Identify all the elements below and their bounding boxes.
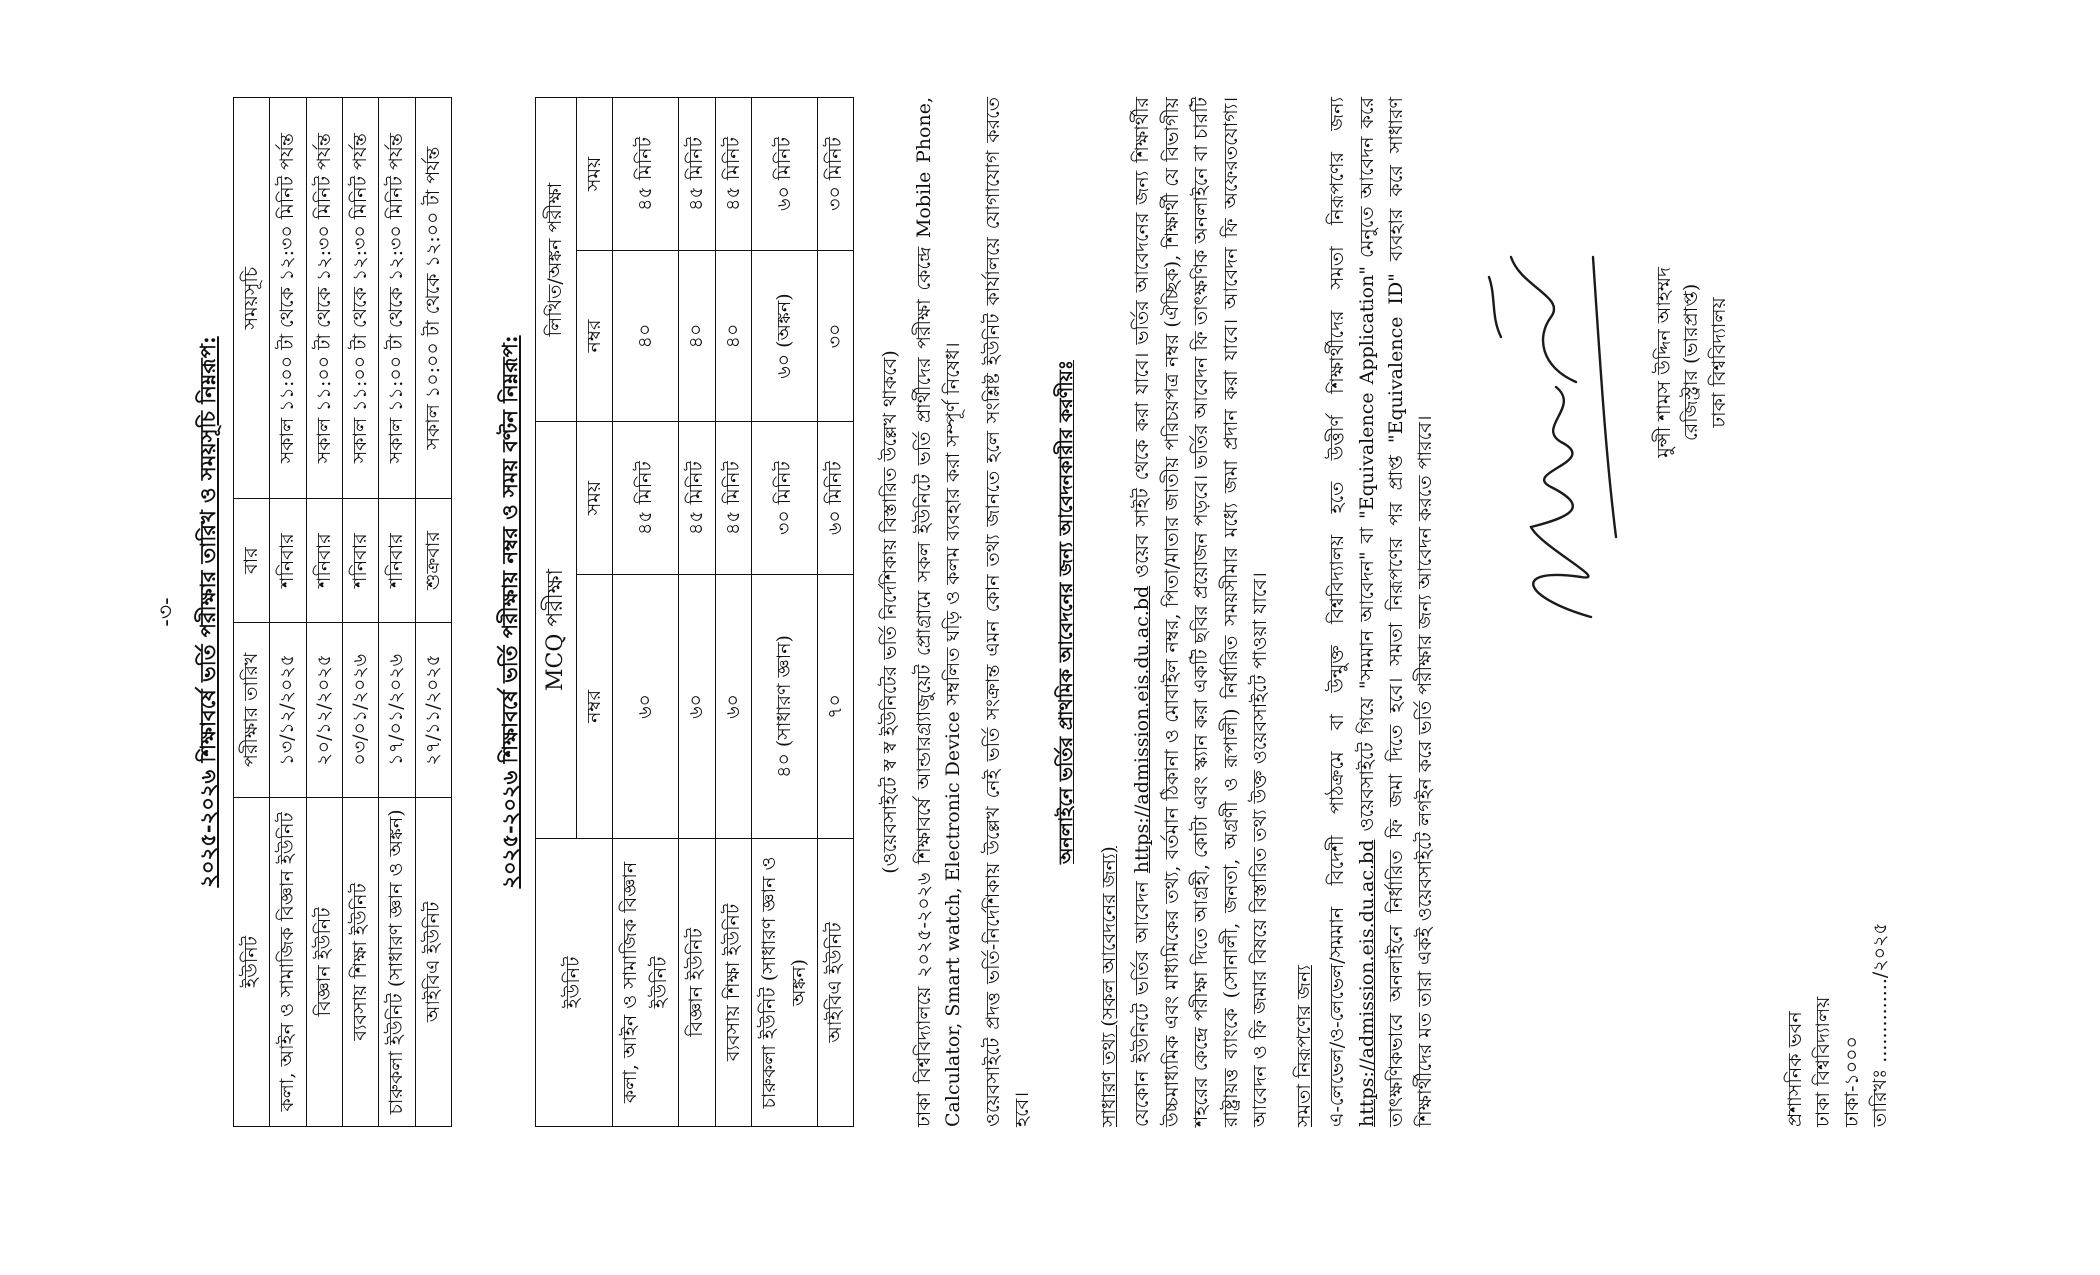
table-cell: সকাল ১১:০০ টা থেকে ১২:৩০ মিনিট পর্যন্ত (379, 98, 415, 499)
table-cell: ৪৫ মিনিট (613, 98, 679, 251)
signer-org: ঢাকা বিশ্ববিদ্যালয় (1707, 297, 1730, 428)
table-cell: ৪৫ মিনিট (613, 422, 679, 575)
signature-block (1481, 97, 1921, 1127)
table-cell: সকাল ১১:০০ টা থেকে ১২:৩০ মিনিট পর্যন্ত (306, 98, 342, 499)
table-header-row (233, 98, 269, 1127)
table-cell: ২০/১২/২০২৫ (306, 622, 342, 797)
general-text-rest: ওয়েব সাইট থেকে করা যাবে। ভর্তির আবেদনের জন্য শিক্ষার্থীর উচ্চমাধ্যমিক এবং মাধ্যমিকের তথ্য, বর্তমান ঠিকানা ও মোবাইল নম্বর, পিতা/মাতার জাতীয় পরিচয়পত্র নম্বর (ঐচ্ছিক), শিক্ষার্থী যে বিভাগীয় শহরের কেন্দ্রে পরীক্ষা দিতে আগ্রহী, কোটা এবং স্ক্যান করা একটি ছবির প্রয়োজন পড়বে। ভর্তির আবেদন ফি তাৎক্ষণিক অনলাইনে বা চারটি রাষ্ট্রায়ত্ত ব্যাংকে (সোনালী, জনতা, অগ্রণী ও রূপালী) নির্ধারিত সময়সীমার মধ্যে জমা প্রদান করা যাবে। আবেদন ফি অফেরতযোগ্য। আবেদন ও ফি জমার বিষয়ে বিস্তারিত তথ্য উক্ত ওয়েবসাইটে পাওয়া যাবে। (1131, 97, 1272, 1127)
general-info-paragraph (1128, 97, 1275, 1127)
table-row (679, 98, 715, 1127)
table-header-row (535, 98, 576, 1127)
table-row (342, 98, 378, 1127)
general-text-start: যেকোন ইউনিটে ভর্তির আবেদন (1131, 881, 1154, 1127)
table-cell: আইবিএ ইউনিট (817, 838, 853, 1126)
header-cell: MCQ পরীক্ষা (535, 422, 576, 839)
marks-table (535, 97, 855, 1127)
header-cell: সময়সূচি (233, 98, 269, 499)
equivalence-heading: সমতা নিরূপণের জন্য (1292, 965, 1315, 1127)
table-cell: ১৩/১২/২০২৫ (270, 622, 306, 797)
table-cell: ৬০ (715, 574, 751, 838)
schedule-table (233, 97, 453, 1127)
table-cell: ব্যবসায় শিক্ষা ইউনিট (715, 838, 751, 1126)
table-cell: ৪৫ মিনিট (679, 422, 715, 575)
signer-info (1651, 267, 1734, 458)
table-cell: শনিবার (270, 499, 306, 622)
office-line: প্রশাসনিক ভবন (1783, 1011, 1806, 1127)
table-cell: ৬০ মিনিট (817, 422, 853, 575)
table-cell: শনিবার (306, 499, 342, 622)
table-cell: আইবিএ ইউনিট (415, 797, 451, 1126)
table-cell: ৭০ (817, 574, 853, 838)
signer-name: মুন্সী শামস উদ্দিন আহম্মদ (1652, 267, 1675, 458)
header-cell: ইউনিট (233, 797, 269, 1126)
document-page (20, 7, 2080, 1267)
general-info-heading: সাধারণ তথ্য (সকল আবেদনের জন্য) (1098, 846, 1121, 1127)
equivalence-text-rest: ওয়েবসাইটে গিয়ে "সমমান আবেদন" বা "Equivalence Application" মেনুতে আবেদন করে তাৎক্ষণিকভাবে অনলাইনে নির্ধারিত ফি জমা দিতে হবে। সমতা নিরূপণের পর প্রাপ্ত "Equivalence ID" ব্যবহার করে সাধারণ শিক্ষার্থীদের মত তারা একই ওয়েবসাইটে লগইন করে ভর্তি পরীক্ষার জন্য আবেদন করতে পারবে। (1355, 97, 1437, 1127)
header-cell: লিখিত/অঙ্কন পরীক্ষা (535, 98, 576, 422)
table-cell: ৪০ (679, 250, 715, 421)
table-cell: ৪৫ মিনিট (679, 98, 715, 251)
marks-title: ২০২৫-২০২৬ শিক্ষাবর্ষে ভর্তি পরীক্ষায় নম্বর ও সময় বণ্টন নিম্নরূপ: (497, 335, 523, 889)
table-cell: ৬০ (679, 574, 715, 838)
table-cell: শুক্রবার (415, 499, 451, 622)
table-cell: সকাল ১১:০০ টা থেকে ১২:৩০ মিনিট পর্যন্ত (270, 98, 306, 499)
table-cell: ৪০ (613, 250, 679, 421)
table-cell: ৩০ (817, 250, 853, 421)
table-row (306, 98, 342, 1127)
table-cell: ৪৫ মিনিট (715, 422, 751, 575)
header-cell: পরীক্ষার তারিখ (233, 622, 269, 797)
contact-paragraph: ওয়েবসাইটে প্রদত্ত ভর্তি-নির্দেশিকায় উল্লেখ নেই ভর্তি সংক্রান্ত এমন কোন তথ্য জানতে হলে সংশ্লিষ্ট ইউনিট কার্যালয়ে যোগাযোগ করতে হবে। (981, 97, 1034, 1127)
equivalence-link[interactable]: https://admission.eis.du.ac.bd (1355, 839, 1378, 1127)
table-cell: বিজ্ঞান ইউনিট (306, 797, 342, 1126)
table-cell: ৪০ (715, 250, 751, 421)
table-cell: চারুকলা ইউনিট (সাধারণ জ্ঞান ও অঙ্কন) (379, 797, 415, 1126)
table-cell: বিজ্ঞান ইউনিট (679, 838, 715, 1126)
office-date: তারিখঃ ............../২০২৫ (1869, 922, 1892, 1127)
office-address (1781, 922, 1895, 1127)
table-cell: ৬০ মিনিট (752, 98, 818, 251)
equivalence-paragraph (1323, 97, 1441, 1127)
schedule-title: ২০২৫-২০২৬ শিক্ষাবর্ষে ভর্তি পরীক্ষার তারিখ ও সময়সূচি নিম্নরূপ: (195, 336, 221, 888)
table-cell: শনিবার (379, 499, 415, 622)
admission-link[interactable]: https://admission.eis.du.ac.bd (1131, 585, 1154, 874)
office-line: ঢাকা-১০০০ (1840, 1036, 1863, 1127)
table-cell: চারুকলা ইউনিট (সাধারণ জ্ঞান ও অঙ্কন) (752, 838, 818, 1126)
table-cell: ২৭/১১/২০২৫ (415, 622, 451, 797)
table-cell: সকাল ১০:০০ টা থেকে ১২:০০ টা পর্যন্ত (415, 98, 451, 499)
table-row (752, 98, 818, 1127)
table-row (415, 98, 451, 1127)
signer-title: রেজিস্ট্রার (ভারপ্রাপ্ত) (1680, 283, 1703, 442)
table-row (379, 98, 415, 1127)
header-cell: নম্বর (576, 574, 612, 838)
table-cell: কলা, আইন ও সামাজিক বিজ্ঞান ইউনিট (613, 838, 679, 1126)
online-application-title: অনলাইনে ভর্তির প্রাথমিক আবেদনের জন্য আবেদনকারীর করণীয়ঃ (1054, 359, 1077, 865)
table-cell: শনিবার (342, 499, 378, 622)
table-cell: ৪০ (সাধারণ জ্ঞান) (752, 574, 818, 838)
handwritten-signature (1481, 217, 1641, 637)
header-cell: বার (233, 499, 269, 622)
equivalence-text-start: এ-লেভেল/ও-লেভেল/সমমান বিদেশী পাঠক্রমে বা উন্মুক্ত বিশ্ববিদ্যালয় হতে উত্তীর্ণ শিক্ষার্থীদের সমতা নিরূপণের জন্য (1326, 97, 1349, 1127)
table-cell: কলা, আইন ও সামাজিক বিজ্ঞান ইউনিট (270, 797, 306, 1126)
table-cell: ৪৫ মিনিট (715, 98, 751, 251)
table-row (817, 98, 853, 1127)
header-cell: সময় (576, 422, 612, 575)
guideline-note: (ওয়েবসাইটে স্ব স্ব ইউনিটের ভর্তি নির্দেশিকায় বিস্তারিত উল্লেখ থাকবে) (879, 350, 902, 874)
table-cell: ৬০ (অঙ্কন) (752, 250, 818, 421)
table-row (613, 98, 679, 1127)
table-cell: ৩০ মিনিট (752, 422, 818, 575)
table-cell: ৬০ (613, 574, 679, 838)
office-line: ঢাকা বিশ্ববিদ্যালয় (1812, 996, 1835, 1127)
page-number: -৩- (154, 597, 179, 627)
header-cell: নম্বর (576, 250, 612, 421)
table-cell: সকাল ১১:০০ টা থেকে ১২:৩০ মিনিট পর্যন্ত (342, 98, 378, 499)
table-row (270, 98, 306, 1127)
table-row (715, 98, 751, 1127)
table-cell: ০৩/০১/২০২৬ (342, 622, 378, 797)
header-cell: ইউনিট (535, 838, 613, 1126)
header-cell: সময় (576, 98, 612, 251)
table-cell: ব্যবসায় শিক্ষা ইউনিট (342, 797, 378, 1126)
table-cell: ৩০ মিনিট (817, 98, 853, 251)
table-cell: ১৭/০১/২০২৬ (379, 622, 415, 797)
devices-paragraph: ঢাকা বিশ্ববিদ্যালয়ে ২০২৫-২০২৬ শিক্ষাবর্ষে আন্ডারগ্র্যাজুয়েট প্রোগ্রামে সকল ইউনিটে ভর্তি প্রার্থীদের পরীক্ষা কেন্দ্রে Mobile Phone, Calculator, Smart watch, Electronic Device সম্বলিত ঘড়ি ও কলম ব্যবহার করা সম্পূর্ণ নিষেধ। (912, 97, 965, 1127)
